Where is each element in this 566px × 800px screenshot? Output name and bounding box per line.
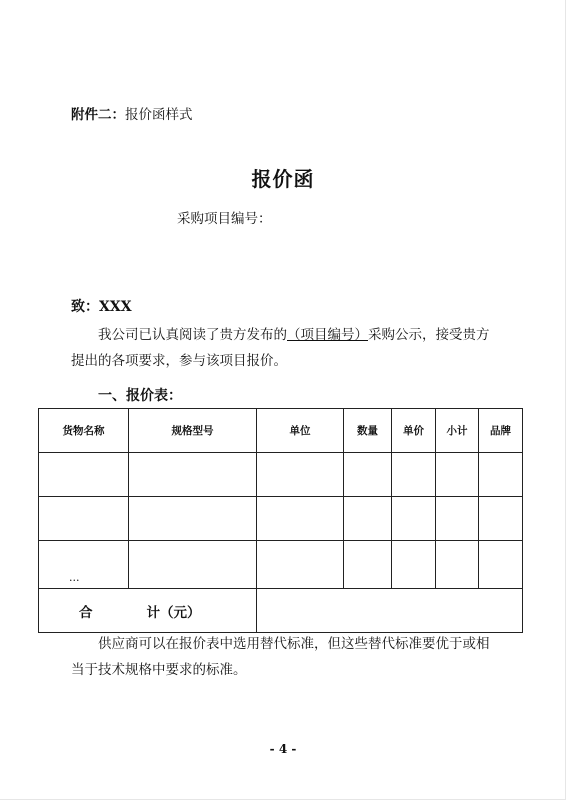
table-cell[interactable] <box>436 541 479 589</box>
project-number-label: 采购项目编号： <box>177 211 272 227</box>
page-number: - 4 - <box>269 742 297 756</box>
attachment-text: 报价函样式 <box>125 107 193 123</box>
table-cell[interactable] <box>129 541 257 589</box>
project-number-placeholder: （项目编号） <box>287 327 368 343</box>
table-cell[interactable] <box>257 497 344 541</box>
recipient-line: 致：XXX <box>71 299 132 315</box>
table-cell[interactable] <box>479 541 523 589</box>
table-cell[interactable] <box>344 453 392 497</box>
table-header-row <box>39 409 523 453</box>
table-row <box>39 497 523 541</box>
table-cell[interactable] <box>392 453 436 497</box>
table-cell[interactable] <box>392 541 436 589</box>
table-cell[interactable] <box>479 497 523 541</box>
intro-paragraph <box>71 322 496 374</box>
attachment-heading <box>71 103 193 123</box>
table-cell[interactable] <box>129 453 257 497</box>
table-cell[interactable] <box>344 497 392 541</box>
table-cell[interactable] <box>436 497 479 541</box>
table-cell[interactable] <box>392 497 436 541</box>
table-cell[interactable] <box>436 453 479 497</box>
table-cell[interactable] <box>39 497 129 541</box>
total-label: 合 计（元） <box>39 589 257 633</box>
table-cell[interactable] <box>129 497 257 541</box>
table-row <box>39 541 523 589</box>
footer-note: 供应商可以在报价表中选用替代标准，但这些替代标准要优于或相当于技术规格中要求的标准。 <box>71 636 490 678</box>
total-row <box>39 589 523 633</box>
document-title: 报价函 <box>251 167 315 191</box>
header-cell-goods-name: 货物名称 <box>39 409 129 453</box>
total-value-cell[interactable] <box>257 589 523 633</box>
table-cell[interactable] <box>39 453 129 497</box>
section-title: 一、报价表： <box>98 388 182 404</box>
header-cell-brand: 品牌 <box>479 409 523 453</box>
table-row <box>39 453 523 497</box>
intro-text-before: 我公司已认真阅读了贵方发布的 <box>98 327 287 343</box>
header-cell-subtotal: 小计 <box>436 409 479 453</box>
table-cell[interactable] <box>479 453 523 497</box>
table-cell[interactable] <box>344 541 392 589</box>
table-cell[interactable] <box>257 453 344 497</box>
header-cell-unit-price: 单价 <box>392 409 436 453</box>
table-cell[interactable] <box>257 541 344 589</box>
intro-text-after: 采购公示，接受贵方提出的各项要求，参与该项目报价。 <box>71 327 490 369</box>
header-cell-unit: 单位 <box>257 409 344 453</box>
header-cell-quantity: 数量 <box>344 409 392 453</box>
attachment-label: 附件二： <box>71 107 125 123</box>
header-cell-model: 规格型号 <box>129 409 257 453</box>
quotation-table <box>38 408 523 633</box>
ellipsis-cell: ... <box>39 541 129 589</box>
